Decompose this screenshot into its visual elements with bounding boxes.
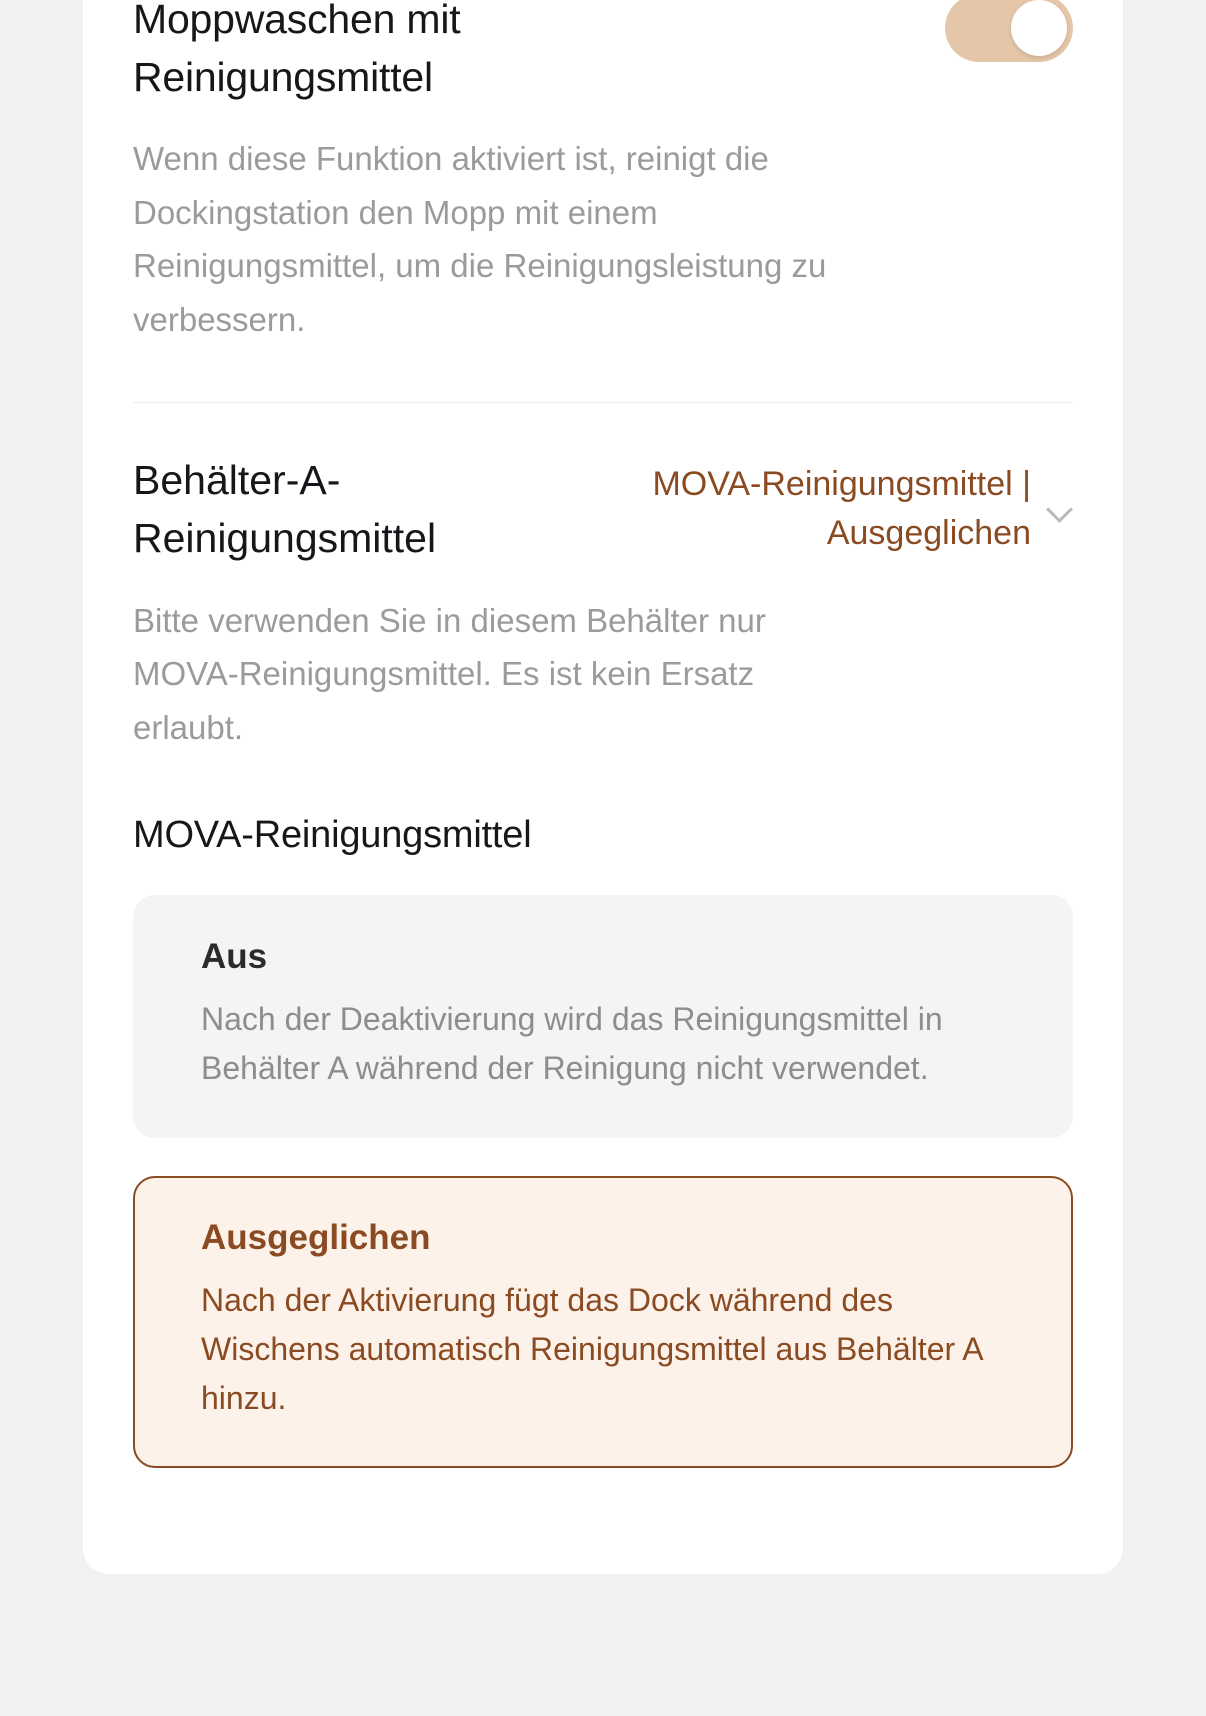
toggle-knob bbox=[1011, 0, 1067, 56]
mop-wash-toggle[interactable] bbox=[945, 0, 1073, 62]
option-balanced-label: Ausgeglichen bbox=[201, 1218, 431, 1258]
tank-a-description: Bitte verwenden Sie in diesem Behälter nur MOVA-Reinigungsmittel. Es ist kein Ersatz erlaubt. bbox=[133, 601, 766, 746]
option-off[interactable] bbox=[133, 895, 1073, 1138]
tank-a-title: Behälter-A-Reinigungsmittel bbox=[133, 457, 437, 562]
option-balanced-description: Nach der Aktivierung fügt das Dock während des Wischens automatisch Reinigungsmittel aus Behälter A hinzu. bbox=[201, 1282, 982, 1416]
option-off-description: Nach der Deaktivierung wird das Reinigungsmittel in Behälter A während der Reinigung nicht verwendet. bbox=[201, 1001, 943, 1086]
mop-wash-title: Moppwaschen mit Reinigungsmittel bbox=[133, 0, 461, 101]
mop-wash-row bbox=[133, 0, 1073, 106]
mop-wash-description: Wenn diese Funktion aktiviert ist, reinigt die Dockingstation den Mopp mit einem Reinigungsmittel, um die Reinigungsleistung zu verbessern. bbox=[133, 140, 827, 338]
detergent-section-heading: MOVA-Reinigungsmittel bbox=[133, 814, 532, 857]
option-balanced[interactable] bbox=[133, 1176, 1073, 1468]
option-off-label: Aus bbox=[201, 937, 268, 977]
tank-a-selected-value: MOVA-Reinigungsmittel | Ausgeglichen bbox=[652, 465, 1031, 553]
tank-a-value-group[interactable] bbox=[643, 460, 1073, 559]
chevron-down-icon[interactable] bbox=[1047, 496, 1073, 522]
settings-card bbox=[83, 0, 1123, 1574]
section-divider bbox=[133, 402, 1073, 403]
tank-a-selector-row[interactable] bbox=[133, 451, 1073, 567]
